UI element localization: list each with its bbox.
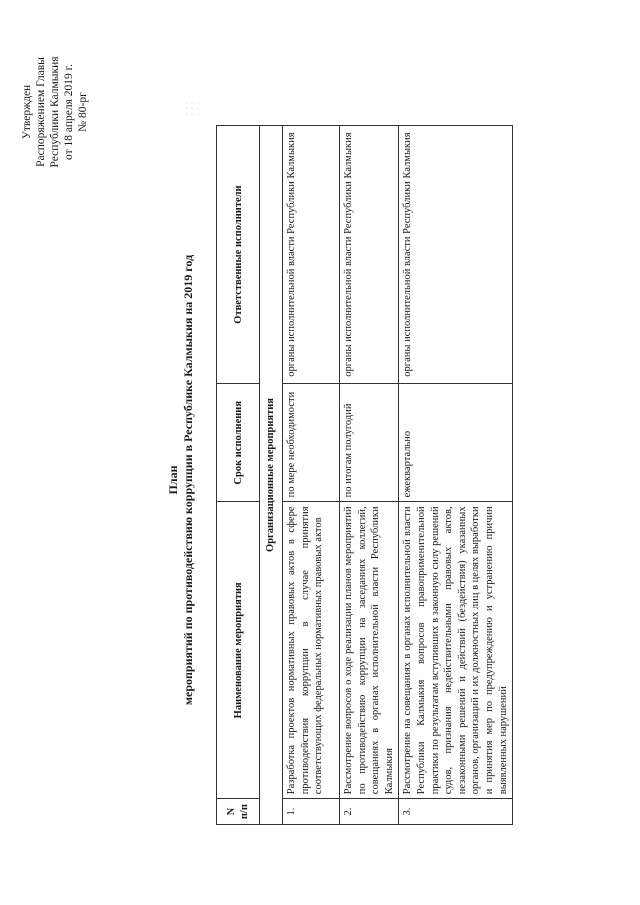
scan-artifact: · · · · · · · · · <box>184 101 202 115</box>
page-title <box>166 135 196 825</box>
section-title: Организационные мероприятия <box>260 126 283 825</box>
title-line: мероприятий по противодействию коррупции в Республике Калмыкия на 2019 год <box>181 254 195 706</box>
header-resp: Ответственные исполнители <box>217 126 260 384</box>
approval-stamp <box>20 37 90 187</box>
row-num: 1. <box>283 799 340 825</box>
row-term: ежеквартально <box>399 384 513 502</box>
table-row <box>399 126 513 825</box>
row-term: по итогам полугодий <box>340 384 399 502</box>
row-resp: органы исполнительной власти Республики Калмыкия <box>340 126 399 384</box>
header-num: N п/п <box>217 799 260 825</box>
approval-line: Республики Калмыкия <box>49 56 61 168</box>
row-name: Разработка проектов нормативных правовых актов в сфере противодействия коррупции в случае принятия соответствующих федеральных нормативных правовых актов <box>283 502 340 799</box>
row-num: 3. <box>399 799 513 825</box>
table-row <box>340 126 399 825</box>
header-term: Срок исполнения <box>217 384 260 502</box>
row-term: по мере необходимости <box>283 384 340 502</box>
table-row <box>283 126 340 825</box>
title-line: План <box>166 465 180 495</box>
row-num: 2. <box>340 799 399 825</box>
row-name: Рассмотрение на совещаниях в органах исполнительной власти Республики Калмыкия вопросов правоприменительной практики по результатам вступивших в законную силу решений судов, признания недействительными правовых актов, незаконными решений и действий (бездействия) указанных органов, организаций и их должностных лиц в целях выработки и принятия мер по предупреждению и устранению причин выявленных нарушений <box>399 502 513 799</box>
section-row <box>260 126 283 825</box>
approval-line: от 18 апреля 2019 г. <box>63 64 75 160</box>
row-name: Рассмотрение вопросов о ходе реализации планов мероприятий по противодействию коррупции на заседаниях коллегий, совещаниях в органах исполнительной власти Республики Калмыкия <box>340 502 399 799</box>
approval-line: Утвержден <box>21 84 33 140</box>
row-resp: органы исполнительной власти Республики Калмыкия <box>399 126 513 384</box>
header-name: Наименование мероприятия <box>217 502 260 799</box>
approval-line: № 80-рг <box>77 92 89 132</box>
approval-line: Распоряжением Главы <box>35 57 47 167</box>
row-resp: органы исполнительной власти Республики Калмыкия <box>283 126 340 384</box>
plan-table <box>216 125 513 825</box>
table-header-row <box>217 126 260 825</box>
